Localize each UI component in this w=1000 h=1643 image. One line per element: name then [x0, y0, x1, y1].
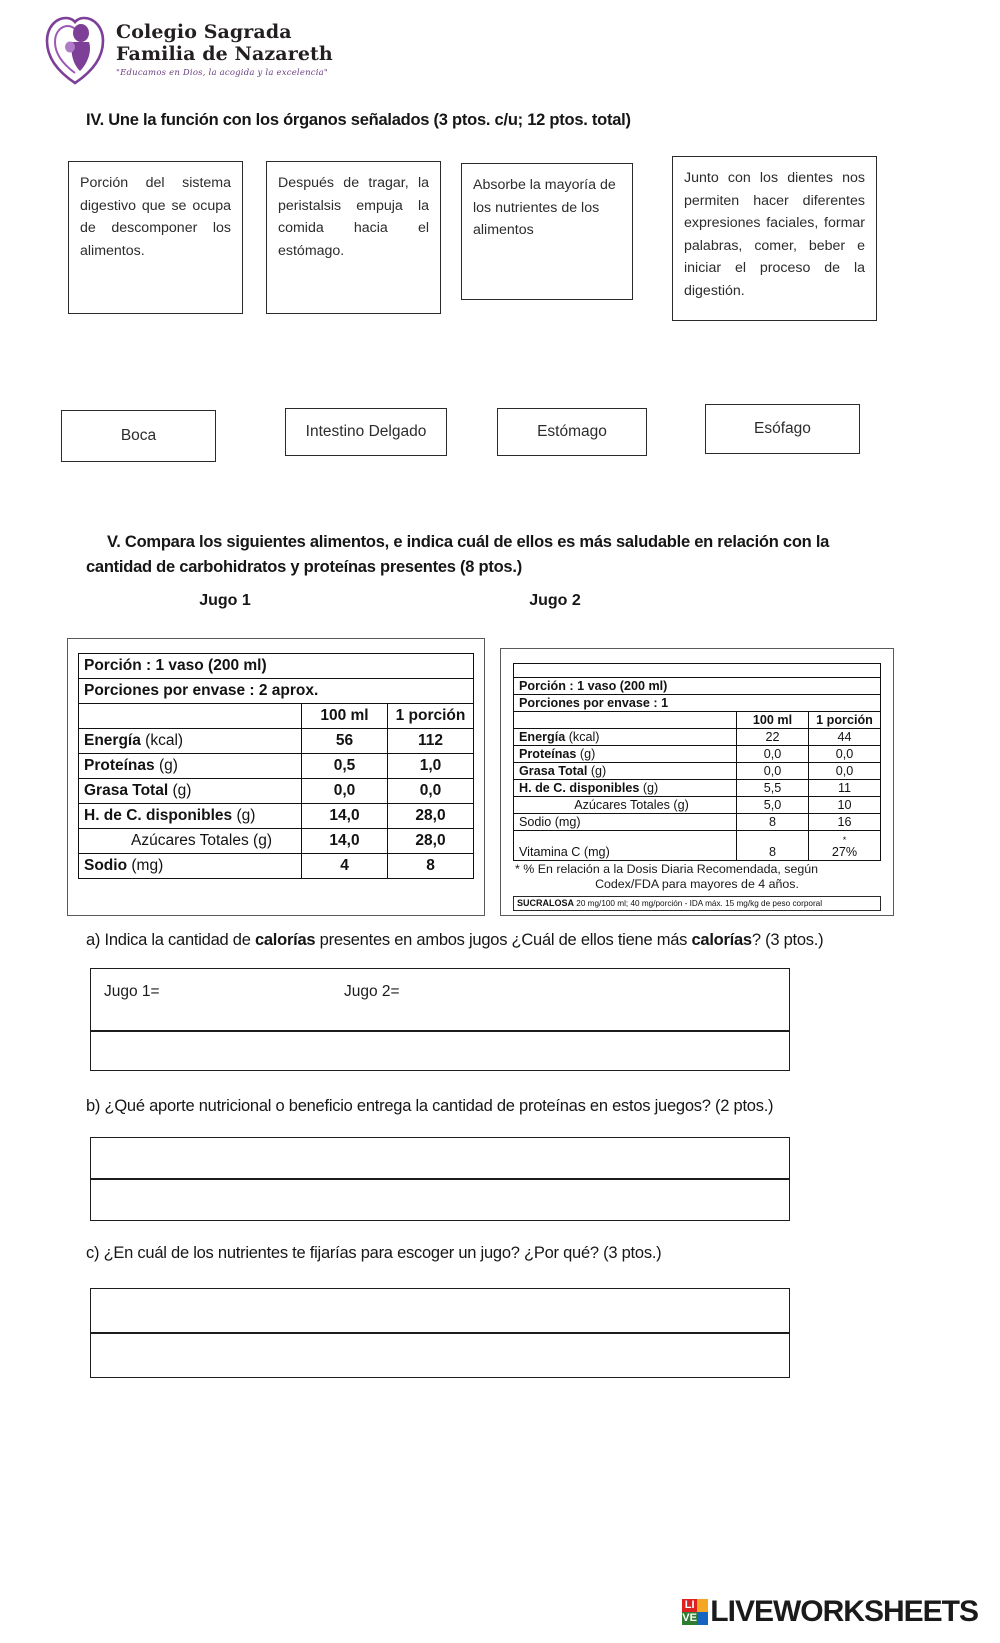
- juice2-r1-perportion: 0,0: [809, 746, 881, 763]
- juice2-r1-per100: 0,0: [737, 746, 809, 763]
- juice2-r6-perportion-cell: [809, 831, 881, 861]
- organ-label-esofago: Esófago: [754, 420, 811, 437]
- sucralosa-note: [513, 896, 881, 911]
- juice2-r6-nutrient: Vitamina C: [519, 845, 581, 859]
- organ-box-estomago[interactable]: [497, 408, 647, 456]
- table-header-row: [79, 704, 474, 729]
- table-row: [79, 779, 474, 804]
- school-name-line1: Colegio Sagrada: [116, 20, 292, 43]
- juice1-r3-perportion: 28,0: [388, 804, 474, 829]
- question-c-text: c) ¿En cuál de los nutrientes te fijarías para escoger un jugo? ¿Por qué? (3 ptos.): [86, 1244, 662, 1262]
- asterisk-marker: *: [842, 835, 847, 845]
- school-name-line2: Familia de Nazareth: [116, 42, 333, 65]
- juice2-r3-unit: (g): [642, 781, 659, 795]
- organ-box-boca[interactable]: [61, 410, 216, 462]
- juice1-title: Jugo 1: [199, 592, 251, 609]
- answer-a-juice1-label: Jugo 1=: [104, 983, 160, 1000]
- juice1-servings-label: Porciones por envase : 2 aprox.: [79, 679, 474, 704]
- juice2-r0-perportion: 44: [809, 729, 881, 746]
- badge-tile-orange: [697, 1599, 708, 1612]
- sucralosa-label: SUCRALOSA: [517, 898, 575, 908]
- juice2-r4-per100: 5,0: [737, 797, 809, 814]
- nutrition-table-juice2: [513, 663, 881, 861]
- juice2-col-2: 1 porción: [809, 712, 881, 729]
- table-row: [514, 814, 881, 831]
- organ-label-intestino-delgado: Intestino Delgado: [305, 423, 427, 440]
- juice2-portion-label: Porción : 1 vaso (200 ml): [514, 678, 881, 695]
- answer-box-a1[interactable]: [90, 968, 790, 1031]
- juice2-r1-nutrient: Proteínas: [519, 747, 577, 761]
- table-row: [79, 829, 474, 854]
- juice1-col-1: 100 ml: [302, 704, 388, 729]
- juice2-r2-per100: 0,0: [737, 763, 809, 780]
- juice1-r2-perportion: 0,0: [388, 779, 474, 804]
- juice2-r5-nutrient: Sodio: [519, 815, 552, 829]
- juice1-r4-perportion: 28,0: [388, 829, 474, 854]
- table-row: [514, 746, 881, 763]
- section-v-heading-line1: V. Compara los siguientes alimentos, e indica cuál de ellos es más saludable en relación con la: [107, 533, 830, 551]
- section-v-heading-line2: cantidad de carbohidratos y proteínas presentes (8 ptos.): [86, 558, 522, 576]
- organ-box-esofago[interactable]: [705, 404, 860, 454]
- function-box-4-text: Junto con los dientes nos permiten hacer diferentes expresiones faciales, formar palabras, comer, beber e iniciar el proceso de la digestión.: [684, 170, 865, 299]
- juice1-r1-per100: 0,5: [302, 754, 388, 779]
- liveworksheets-wordmark: LIVEWORKSHEETS: [710, 1595, 978, 1628]
- organ-label-estomago: Estómago: [537, 423, 607, 440]
- juice2-footnote-line2: Codex/FDA para mayores de 4 años.: [595, 877, 799, 891]
- table-row: [79, 804, 474, 829]
- juice2-r6-per100: 8: [737, 831, 809, 861]
- liveworksheets-badge-icon: [682, 1599, 708, 1625]
- juice1-portion-label: Porción : 1 vaso (200 ml): [79, 654, 474, 679]
- nutrition-table-juice1: [78, 653, 474, 879]
- juice2-r3-perportion: 11: [809, 780, 881, 797]
- juice2-r3-nutrient: H. de C. disponibles: [519, 781, 640, 795]
- juice1-r3-unit: (g): [236, 807, 256, 824]
- juice2-title: Jugo 2: [529, 592, 581, 609]
- table-row: [79, 754, 474, 779]
- juice2-col-1: 100 ml: [737, 712, 809, 729]
- madonna-and-child-icon: [44, 13, 106, 85]
- juice2-servings-label: Porciones por envase : 1: [514, 695, 881, 712]
- organ-box-intestino-delgado[interactable]: [285, 408, 447, 456]
- answer-box-b2[interactable]: [90, 1179, 790, 1221]
- nutrition-label-juice1: [67, 638, 485, 916]
- table-row: [514, 763, 881, 780]
- question-b-text: b) ¿Qué aporte nutricional o beneficio entrega la cantidad de proteínas en estos juegos? (2 ptos.): [86, 1097, 774, 1115]
- juice2-r2-unit: (g): [590, 764, 607, 778]
- juice1-r5-per100: 4: [302, 854, 388, 879]
- function-box-1-text: Porción del sistema digestivo que se ocupa de descomponer los alimentos.: [80, 175, 231, 259]
- table-row: [514, 678, 881, 695]
- juice1-r0-per100: 56: [302, 729, 388, 754]
- table-row: [514, 695, 881, 712]
- nutrition-label-juice2: [500, 648, 894, 916]
- juice1-r5-unit: (mg): [131, 857, 164, 874]
- juice1-r1-unit: (g): [158, 757, 178, 774]
- answer-box-a2[interactable]: [90, 1031, 790, 1071]
- function-box-4: [672, 156, 877, 321]
- juice2-r5-unit: (mg): [554, 815, 581, 829]
- juice1-r2-per100: 0,0: [302, 779, 388, 804]
- function-box-2: [266, 161, 441, 314]
- juice1-col-0: [79, 704, 302, 729]
- answer-box-c1[interactable]: [90, 1288, 790, 1333]
- juice1-r3-nutrient: H. de C. disponibles: [84, 807, 233, 824]
- juice2-r0-nutrient: Energía: [519, 730, 566, 744]
- juice2-r1-unit: (g): [579, 747, 596, 761]
- school-logo: [44, 8, 344, 90]
- table-row: [79, 679, 474, 704]
- table-row: [514, 797, 881, 814]
- juice1-r4-per100: 14,0: [302, 829, 388, 854]
- table-row: [514, 831, 881, 861]
- juice2-r2-nutrient: Grasa Total: [519, 764, 588, 778]
- juice1-r0-perportion: 112: [388, 729, 474, 754]
- question-a-text: [86, 928, 936, 953]
- juice1-r0-nutrient: Energía: [84, 732, 141, 749]
- juice2-r6-perportion: 27%: [831, 845, 858, 859]
- function-box-3: [461, 163, 633, 300]
- juice2-r2-perportion: 0,0: [809, 763, 881, 780]
- juice1-r0-unit: (kcal): [145, 732, 184, 749]
- function-box-1: [68, 161, 243, 314]
- juice2-r5-per100: 8: [737, 814, 809, 831]
- juice2-footnote-line1: * % En relación a la Dosis Diaria Recomendada, según: [515, 862, 819, 876]
- table-header-row: [514, 712, 881, 729]
- juice1-r2-unit: (g): [172, 782, 192, 799]
- juice2-r4-nutrient: Azúcares Totales: [574, 798, 670, 812]
- table-row: [79, 729, 474, 754]
- juice2-r3-per100: 5,5: [737, 780, 809, 797]
- answer-box-c2[interactable]: [90, 1333, 790, 1378]
- table-row: [79, 654, 474, 679]
- juice1-r4-unit: (g): [253, 832, 272, 849]
- answer-a-juice2-label: Jugo 2=: [344, 983, 400, 1000]
- juice1-r3-per100: 14,0: [302, 804, 388, 829]
- table-row: [79, 854, 474, 879]
- juice1-r1-perportion: 1,0: [388, 754, 474, 779]
- juice2-r6-unit: (mg): [583, 845, 610, 859]
- badge-tile-red: LI: [682, 1599, 697, 1612]
- juice2-footnote: [513, 862, 881, 892]
- juice1-col-2: 1 porción: [388, 704, 474, 729]
- function-box-2-text: Después de tragar, la peristalsis empuja la comida hacia el estómago.: [278, 175, 429, 259]
- juice2-r4-perportion: 10: [809, 797, 881, 814]
- badge-tile-blue: [697, 1612, 708, 1625]
- function-box-3-text: Absorbe la mayoría de los nutrientes de los alimentos: [473, 177, 616, 239]
- juice2-r0-per100: 22: [737, 729, 809, 746]
- juice2-r0-unit: (kcal): [568, 730, 600, 744]
- juice1-r2-nutrient: Grasa Total: [84, 782, 169, 799]
- juice1-r1-nutrient: Proteínas: [84, 757, 155, 774]
- table-row: [514, 664, 881, 678]
- juice1-r5-nutrient: Sodio: [84, 857, 128, 874]
- organ-label-boca: Boca: [120, 427, 157, 444]
- juice2-r4-unit: (g): [673, 798, 689, 812]
- table-row: [514, 729, 881, 746]
- question-a-full: a) Indica la cantidad de calorías presentes en ambos jugos ¿Cuál de ellos tiene más calorías? (3 ptos.): [86, 931, 824, 949]
- juice2-col-0: [514, 712, 737, 729]
- liveworksheets-logo[interactable]: [682, 1595, 978, 1629]
- school-tagline: "Educamos en Dios, la acogida y la excelencia": [116, 67, 329, 78]
- badge-tile-green: VE: [682, 1612, 697, 1624]
- juice1-r4-nutrient: Azúcares Totales: [130, 832, 249, 849]
- juice1-r5-perportion: 8: [388, 854, 474, 879]
- answer-box-b1[interactable]: [90, 1137, 790, 1179]
- table-row: [514, 780, 881, 797]
- sucralosa-detail: 20 mg/100 ml; 40 mg/porción - IDA máx. 15 mg/kg de peso corporal: [576, 899, 823, 908]
- juice2-r5-perportion: 16: [809, 814, 881, 831]
- section-iv-heading: IV. Une la función con los órganos señalados (3 ptos. c/u; 12 ptos. total): [86, 111, 631, 129]
